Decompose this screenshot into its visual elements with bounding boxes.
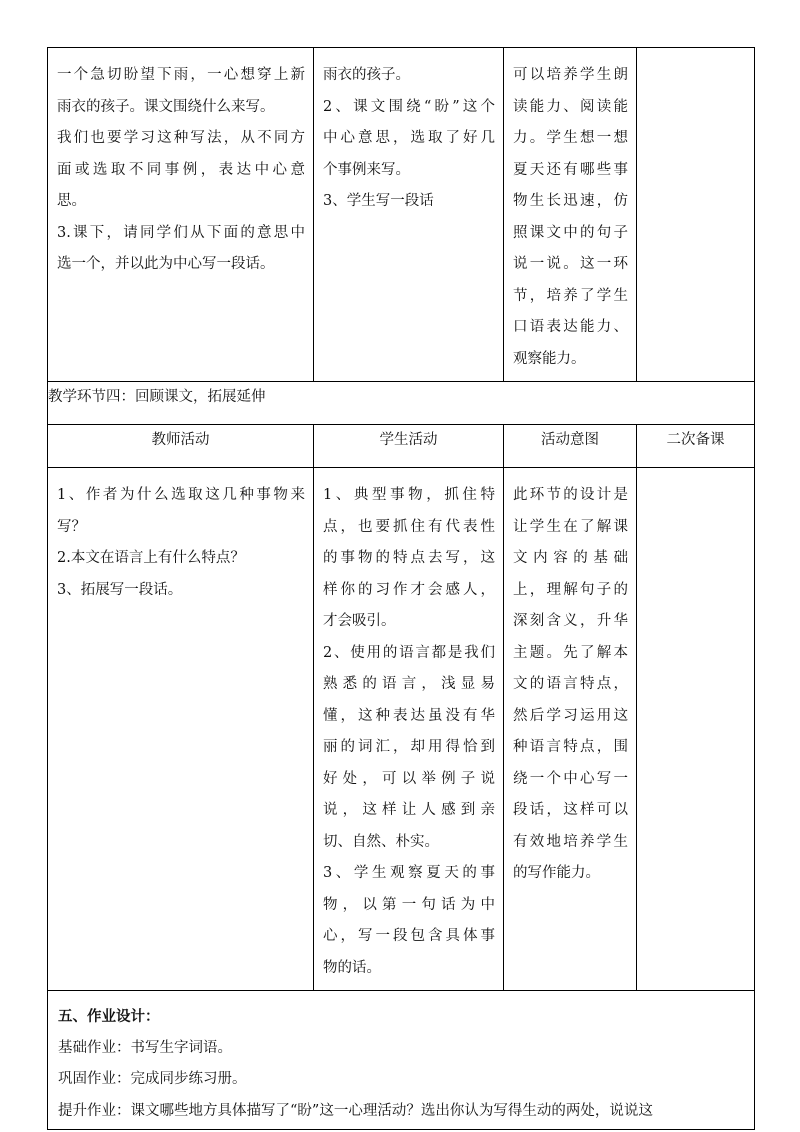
activity-intent-line: 让学生在了解课 (513, 518, 628, 535)
section-four-row (48, 382, 755, 425)
student-activity-line: 心，写一段包含具体事 (323, 928, 495, 944)
activity-intent-line: 读能力、阅读能 (513, 98, 628, 115)
student-activity-line: 2、课文围绕“盼”这个 (323, 98, 495, 115)
activity-intent-line: 的写作能力。 (513, 865, 600, 881)
activity-intent-text (504, 468, 636, 896)
teacher-activity-line: 面或选取不同事例，表达中心意 (57, 161, 305, 178)
teacher-activity-line: 1、作者为什么选取这几种事物来 (57, 487, 305, 503)
activity-intent-line: 节，培养了学生 (513, 287, 628, 304)
activity-intent-cell (504, 468, 637, 991)
student-activity-text (314, 48, 503, 224)
student-activity-line: 的事物的特点去写，这 (323, 550, 495, 566)
teacher-activity-text (48, 48, 313, 287)
activity-intent-line: 照课文中的句子 (513, 224, 628, 241)
teacher-activity-line: 雨衣的孩子。课文围绕什么来写。 (57, 98, 275, 115)
student-activity-line: 2、使用的语言都是我们 (323, 644, 495, 661)
second-prep-text (637, 468, 754, 486)
student-activity-line: 懂，这种表达虽没有华 (323, 707, 495, 724)
activity-intent-line: 此环节的设计是 (513, 487, 628, 503)
student-activity-line: 说，这样让人感到亲 (323, 802, 495, 818)
activity-intent-line: 文的语言特点， (513, 676, 628, 692)
activity-intent-line: 可以培养学生朗 (513, 67, 628, 83)
activity-intent-line: 种语言特点，围 (513, 739, 628, 755)
teacher-activity-line: 我们也要学习这种写法，从不同方 (57, 130, 305, 146)
lesson-plan-table (47, 47, 755, 1130)
student-activity-line: 1、典型事物，抓住特 (323, 487, 495, 503)
teacher-activity-line: 思。 (57, 193, 86, 209)
homework-section (48, 991, 754, 1129)
student-activity-line: 点，也要抓住有代表性 (323, 518, 495, 535)
student-activity-line: 3、学生观察夏天的事 (323, 865, 495, 881)
student-activity-line: 好处，可以举例子说 (323, 770, 495, 787)
student-activity-line: 样你的习作才会感人， (323, 581, 495, 598)
activity-intent-line: 力。学生想一想 (513, 130, 628, 146)
activity-intent-line: 有效地培养学生 (513, 833, 628, 850)
second-prep-text (637, 48, 754, 66)
header-second-prep: 二次备课 (637, 425, 755, 468)
activity-intent-line: 然后学习运用这 (513, 707, 628, 724)
section-four-title: 教学环节四：回顾课文，拓展延伸 (48, 382, 755, 425)
teacher-activity-line: 3.课下，请同学们从下面的意思中 (57, 224, 305, 241)
header-student-activity: 学生活动 (314, 425, 504, 468)
teacher-activity-text (48, 468, 313, 612)
teacher-activity-line: 2.本文在语言上有什么特点？ (57, 550, 245, 566)
teacher-activity-line: 写？ (57, 518, 86, 535)
student-activity-line: 切、自然、朴实。 (323, 833, 439, 850)
student-activity-line: 中心意思，选取了好几 (323, 130, 495, 146)
activity-intent-line: 深刻含义，升华 (513, 613, 628, 629)
student-activity-cell (314, 48, 504, 382)
student-activity-line: 丽的词汇，却用得恰到 (323, 739, 495, 755)
activity-intent-line: 主题。先了解本 (513, 644, 628, 661)
homework-row (48, 991, 755, 1130)
student-activity-line: 熟悉的语言，浅显易 (323, 676, 495, 692)
continuation-row (48, 48, 755, 382)
homework-line: 提升作业：课文哪些地方具体描写了“盼”这一心理活动？选出你认为写得生动的两处，说说这 (58, 1102, 653, 1119)
section-four-content-row (48, 468, 755, 991)
activity-intent-line: 段话，这样可以 (513, 802, 628, 818)
student-activity-line: 3、学生写一段话 (323, 193, 434, 209)
homework-title: 五、作业设计： (58, 1008, 160, 1025)
activity-intent-line: 文内容的基础 (513, 550, 628, 566)
teacher-activity-line: 3、拓展写一段话。 (57, 581, 183, 598)
activity-intent-line: 口语表达能力、 (513, 319, 628, 335)
header-teacher-activity: 教师活动 (48, 425, 314, 468)
column-header-row (48, 425, 755, 468)
homework-line: 巩固作业：完成同步练习册。 (58, 1071, 247, 1087)
student-activity-cell (314, 468, 504, 991)
activity-intent-line: 物生长迅速，仿 (513, 193, 628, 209)
activity-intent-line: 说一说。这一环 (513, 256, 628, 272)
student-activity-line: 雨衣的孩子。 (323, 67, 410, 83)
student-activity-text (314, 468, 503, 990)
teacher-activity-cell (48, 48, 314, 382)
student-activity-line: 物的话。 (323, 959, 381, 976)
student-activity-line: 个事例来写。 (323, 161, 410, 178)
teacher-activity-line: 一个急切盼望下雨，一心想穿上新 (57, 67, 305, 83)
header-activity-intent: 活动意图 (504, 425, 637, 468)
activity-intent-cell (504, 48, 637, 382)
activity-intent-text (504, 48, 636, 381)
homework-lines (58, 1033, 744, 1128)
homework-cell (48, 991, 755, 1130)
second-prep-cell (637, 48, 755, 382)
student-activity-line: 才会吸引。 (323, 613, 396, 629)
second-prep-cell (637, 468, 755, 991)
activity-intent-line: 夏天还有哪些事 (513, 161, 628, 178)
student-activity-line: 物，以第一句话为中 (323, 896, 495, 913)
homework-line: 基础作业：书写生字词语。 (58, 1039, 232, 1056)
teacher-activity-cell (48, 468, 314, 991)
activity-intent-line: 观察能力。 (513, 350, 586, 367)
teacher-activity-line: 选一个，并以此为中心写一段话。 (57, 256, 275, 272)
activity-intent-line: 绕一个中心写一 (513, 770, 628, 787)
activity-intent-line: 上，理解句子的 (513, 581, 628, 598)
